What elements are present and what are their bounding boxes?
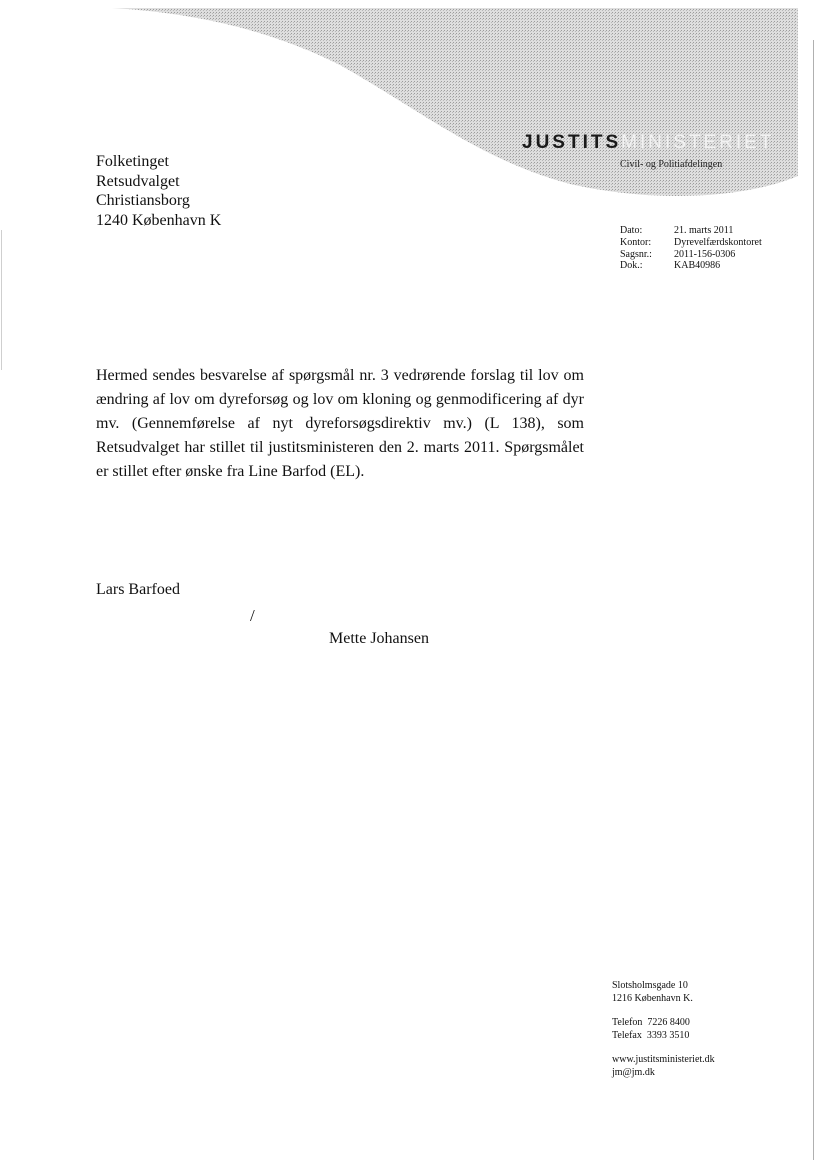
address-city: 1216 København K.: [612, 992, 693, 1004]
meta-label: Dok.:: [620, 260, 643, 272]
fax-label: Telefax: [612, 1029, 642, 1041]
department-name: Civil- og Politiafdelingen: [620, 159, 723, 170]
recipient-line: Retsudvalget: [96, 172, 180, 190]
meta-row-date: [620, 225, 762, 237]
signature-separator: /: [250, 606, 255, 625]
fax-number: 3393 3510: [646, 1029, 690, 1041]
signature-name-secondary: Mette Johansen: [329, 630, 429, 647]
page-edge-line-left: [1, 230, 2, 370]
logo-text-secondary: MINISTERIET: [621, 132, 775, 153]
recipient-line: Folketinget: [96, 153, 169, 170]
address-fax: [612, 1030, 715, 1043]
sender-address: [612, 980, 715, 1080]
recipient-line: 1240 København K: [96, 211, 222, 229]
meta-value: 2011-156-0306: [674, 248, 736, 260]
meta-row-office: [620, 237, 762, 249]
meta-value: Dyrevelfærdskontoret: [674, 236, 762, 248]
recipient-address: [96, 152, 221, 230]
ministry-logo: [522, 132, 782, 170]
letter-body: Hermed sendes besvarelse af spørgsmål nr. 3 vedrørende forslag til lov om ændring af lov om dyreforsøg og lov om kloning og genmodificering af dyr mv. (Gennemførelse af nyt dyreforsøgsdirektiv mv.) (L 138), som Retsudvalget har stillet til justitsministeren den 2. marts 2011. Spørgsmålet er stillet efter ønske fra Line Barfod (EL).: [96, 367, 584, 480]
address-street: Slotsholmsgade 10: [612, 980, 688, 991]
recipient-line: Christiansborg: [96, 192, 190, 209]
document-meta: [620, 225, 762, 272]
logo-text-primary: JUSTITS: [522, 132, 622, 153]
meta-row-document: [620, 260, 762, 272]
address-spacer: [612, 1042, 715, 1054]
address-phone: [612, 1017, 715, 1030]
phone-label: Telefon: [612, 1017, 643, 1029]
address-email: jm@jm.dk: [612, 1066, 655, 1078]
meta-label: Dato:: [620, 225, 643, 236]
address-spacer: [612, 1005, 715, 1017]
address-website: www.justitsministeriet.dk: [612, 1054, 715, 1066]
signature-name-primary: Lars Barfoed: [96, 581, 180, 598]
meta-row-case-number: [620, 249, 762, 261]
meta-value: KAB40986: [674, 260, 721, 272]
meta-value: 21. marts 2011: [674, 225, 734, 236]
meta-label: Sagsnr.:: [620, 248, 652, 260]
phone-number: 7226 8400: [647, 1017, 690, 1029]
meta-label: Kontor:: [620, 236, 652, 248]
page-edge-line: [813, 40, 814, 1160]
